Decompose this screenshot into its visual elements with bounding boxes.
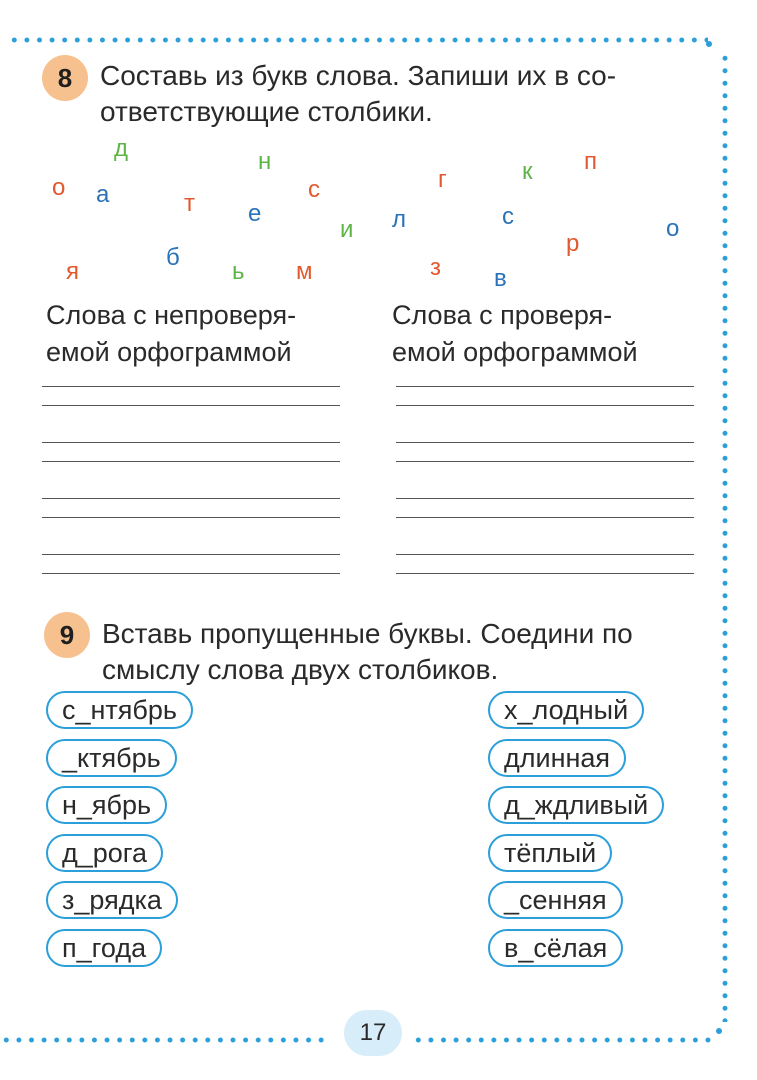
task-9-instruction: Вставь пропущенные буквы. Соедини по смыслу слова двух столбиков. [102,618,633,685]
writing-line[interactable] [396,573,694,574]
left-word-pill[interactable]: н_ябрь [46,786,167,824]
dotted-border-bottom-right [412,1036,712,1044]
task-8-number-badge: 8 [42,55,88,101]
writing-line[interactable] [396,405,694,406]
dotted-border-bottom-left [0,1036,330,1044]
writing-line[interactable] [42,461,340,462]
scattered-letter: б [166,244,180,271]
scattered-letter: и [340,216,354,243]
border-corner-dot [706,41,712,47]
right-word-pill[interactable]: х_лодный [488,691,644,729]
left-column-heading: Слова с непроверя- емой орфограммой [46,300,297,367]
writing-line[interactable] [396,554,694,555]
writing-line[interactable] [396,442,694,443]
task-8-instruction: Составь из букв слова. Запиши их в со- ответствующие столбики. [100,60,617,127]
writing-line[interactable] [42,442,340,443]
writing-line[interactable] [396,517,694,518]
scattered-letter: к [522,158,533,185]
scattered-letter: я [66,258,79,285]
scattered-letter: д [114,135,129,162]
right-word-pill[interactable]: тёплый [488,834,612,872]
writing-line[interactable] [396,386,694,387]
right-word-pill[interactable]: д_ждливый [488,786,664,824]
scattered-letter: т [184,190,195,217]
writing-line[interactable] [396,498,694,499]
task-9-number-badge: 9 [44,612,90,658]
writing-line[interactable] [42,517,340,518]
scattered-letter: л [392,206,407,233]
dotted-border-right [720,52,730,1022]
writing-line[interactable] [42,554,340,555]
scattered-letter: з [430,254,442,281]
left-word-pill[interactable]: з_рядка [46,881,178,919]
scattered-letter: м [296,258,313,285]
writing-line[interactable] [42,386,340,387]
writing-line[interactable] [42,573,340,574]
right-word-pill[interactable]: _сенняя [488,881,623,919]
scattered-letter: а [96,181,110,208]
page-number: 17 [344,1010,402,1056]
right-word-pill[interactable]: в_сёлая [488,929,623,967]
left-word-pill[interactable]: с_нтябрь [46,691,193,729]
scattered-letter: г [438,166,447,193]
scattered-letter: с [308,176,320,203]
left-word-pill[interactable]: п_года [46,929,162,967]
writing-line[interactable] [396,461,694,462]
dotted-border-top [8,36,708,44]
right-word-pill[interactable]: длинная [488,739,626,777]
scattered-letter: н [258,148,272,175]
scattered-letter: р [566,230,580,257]
right-column-heading: Слова с проверя- емой орфограммой [392,300,638,367]
scattered-letter: ь [232,258,245,285]
left-word-pill[interactable]: _ктябрь [46,739,177,777]
writing-line[interactable] [42,498,340,499]
scattered-letter: е [248,200,262,227]
border-corner-dot [716,1028,722,1034]
left-word-pill[interactable]: д_рога [46,834,163,872]
scattered-letter: п [584,148,597,175]
scattered-letter: в [494,265,507,292]
writing-line[interactable] [42,405,340,406]
scattered-letter: о [666,215,680,242]
scattered-letter: о [52,174,66,201]
scattered-letter: с [502,203,514,230]
